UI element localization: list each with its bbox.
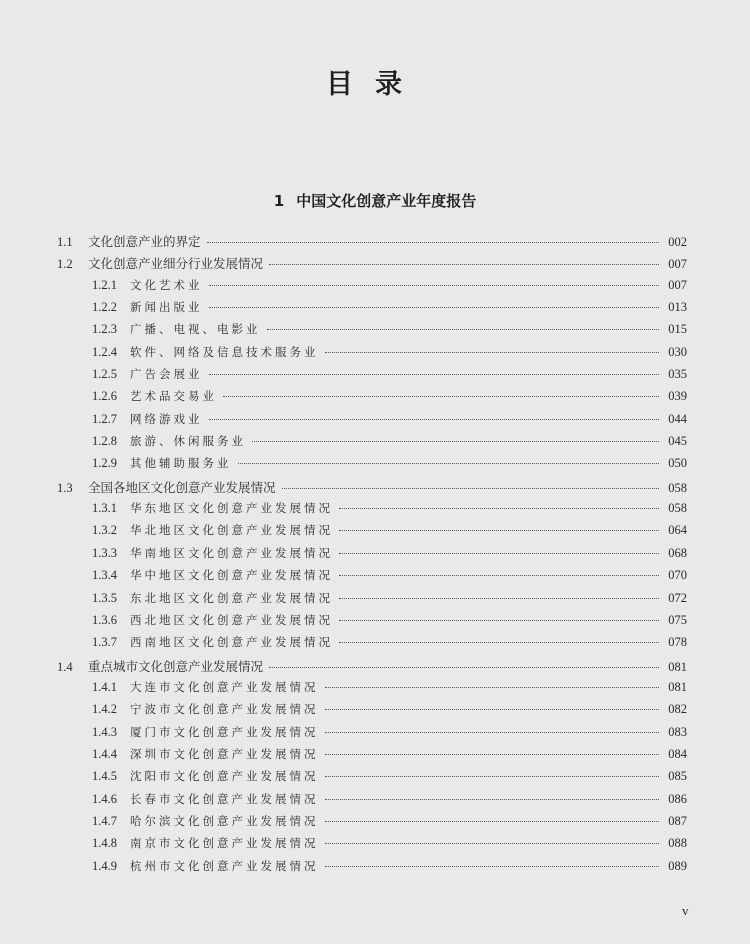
entry-number: 1.3.2 bbox=[92, 523, 117, 538]
dot-leader bbox=[252, 441, 659, 442]
entry-title: 文化创意产业细分行业发展情况 bbox=[88, 256, 264, 272]
entry-number: 1.2.7 bbox=[92, 411, 117, 426]
entry-number: 1.3.4 bbox=[92, 568, 117, 583]
toc-entry[interactable] bbox=[57, 433, 687, 455]
dot-leader bbox=[209, 419, 660, 420]
entry-page: 045 bbox=[668, 434, 687, 449]
dot-leader bbox=[209, 374, 660, 375]
dot-leader bbox=[267, 329, 660, 330]
entry-title: 新闻出版业 bbox=[130, 300, 203, 315]
entry-title: 其他辅助服务业 bbox=[130, 456, 232, 471]
entry-page: 072 bbox=[668, 590, 687, 605]
dot-leader bbox=[325, 709, 660, 710]
entry-number: 1.2.5 bbox=[92, 367, 117, 382]
dot-leader bbox=[325, 821, 660, 822]
dot-leader bbox=[282, 488, 659, 489]
entry-number: 1.1 bbox=[57, 235, 73, 249]
entry-title: 全国各地区文化创意产业发展情况 bbox=[88, 479, 276, 495]
toc-entry[interactable] bbox=[57, 545, 687, 567]
toc-entry[interactable] bbox=[57, 835, 687, 857]
entry-number: 1.4.3 bbox=[92, 724, 117, 739]
entry-title: 旅游、休闲服务业 bbox=[130, 434, 246, 449]
entry-page: 058 bbox=[668, 501, 687, 516]
entry-page: 002 bbox=[668, 235, 687, 249]
entry-number: 1.4.1 bbox=[92, 679, 117, 694]
entry-number: 1.3.7 bbox=[92, 635, 117, 650]
entry-number: 1.3.5 bbox=[92, 590, 117, 605]
entry-title: 广播、电视、电影业 bbox=[130, 322, 261, 337]
entry-page: 085 bbox=[668, 769, 687, 784]
dot-leader bbox=[339, 575, 659, 576]
dot-leader bbox=[325, 799, 660, 800]
dot-leader bbox=[269, 667, 659, 668]
toc-entry[interactable] bbox=[57, 634, 687, 656]
entry-number: 1.2 bbox=[57, 257, 73, 272]
entry-title: 广告会展业 bbox=[130, 367, 203, 382]
entry-page: 089 bbox=[668, 858, 687, 873]
entry-number: 1.4.9 bbox=[92, 858, 117, 873]
toc-entry[interactable] bbox=[57, 277, 687, 299]
toc-entry[interactable] bbox=[57, 590, 687, 612]
entry-number: 1.2.2 bbox=[92, 300, 117, 315]
toc-entry[interactable] bbox=[57, 679, 687, 701]
entry-page: 030 bbox=[668, 344, 687, 359]
entry-title: 软件、网络及信息技术服务业 bbox=[130, 344, 319, 359]
entry-page: 015 bbox=[668, 322, 687, 337]
dot-leader bbox=[325, 843, 660, 844]
entry-title: 文化艺术业 bbox=[130, 277, 203, 292]
entry-title: 华东地区文化创意产业发展情况 bbox=[130, 501, 333, 516]
toc-entry[interactable] bbox=[57, 366, 687, 388]
entry-number: 1.3 bbox=[57, 480, 73, 495]
dot-leader bbox=[339, 508, 659, 509]
toc-entry[interactable] bbox=[57, 657, 687, 679]
toc-entry[interactable] bbox=[57, 746, 687, 768]
entry-title: 艺术品交易业 bbox=[130, 389, 217, 404]
dot-leader bbox=[223, 396, 659, 397]
entry-number: 1.2.9 bbox=[92, 456, 117, 471]
entry-number: 1.2.8 bbox=[92, 434, 117, 449]
entry-number: 1.4.4 bbox=[92, 746, 117, 761]
entry-title: 大连市文化创意产业发展情况 bbox=[130, 679, 319, 694]
dot-leader bbox=[339, 530, 659, 531]
toc-entry[interactable] bbox=[57, 478, 687, 500]
toc-entry[interactable] bbox=[57, 768, 687, 790]
entry-page: 070 bbox=[668, 568, 687, 583]
toc-entry[interactable] bbox=[57, 522, 687, 544]
toc-entry[interactable] bbox=[57, 388, 687, 410]
entry-title: 厦门市文化创意产业发展情况 bbox=[130, 724, 319, 739]
entry-page: 007 bbox=[668, 257, 687, 272]
entry-page: 086 bbox=[668, 791, 687, 806]
entry-title: 华南地区文化创意产业发展情况 bbox=[130, 545, 333, 560]
chapter-number: 1 bbox=[273, 192, 285, 210]
entry-title: 东北地区文化创意产业发展情况 bbox=[130, 590, 333, 605]
toc-entry[interactable] bbox=[57, 254, 687, 276]
toc-entry[interactable] bbox=[57, 567, 687, 589]
entry-page: 075 bbox=[668, 612, 687, 627]
entry-title: 西北地区文化创意产业发展情况 bbox=[130, 612, 333, 627]
entry-number: 1.4.6 bbox=[92, 791, 117, 806]
dot-leader bbox=[238, 463, 660, 464]
toc-entry[interactable] bbox=[57, 791, 687, 813]
entry-title: 网络游戏业 bbox=[130, 411, 203, 426]
dot-leader bbox=[325, 866, 660, 867]
toc-entry[interactable] bbox=[57, 612, 687, 634]
entry-number: 1.2.1 bbox=[92, 277, 117, 292]
toc-entry[interactable] bbox=[57, 455, 687, 477]
dot-leader bbox=[339, 553, 659, 554]
dot-leader bbox=[325, 754, 660, 755]
dot-leader bbox=[325, 732, 660, 733]
entry-title: 南京市文化创意产业发展情况 bbox=[130, 836, 319, 851]
chapter-title: 中国文化创意产业年度报告 bbox=[296, 192, 477, 210]
toc-entry[interactable] bbox=[57, 500, 687, 522]
toc-entry[interactable] bbox=[57, 411, 687, 433]
entry-number: 1.3.6 bbox=[92, 612, 117, 627]
entry-title: 华北地区文化创意产业发展情况 bbox=[130, 523, 333, 538]
toc-entry[interactable] bbox=[57, 858, 687, 880]
entry-title: 杭州市文化创意产业发展情况 bbox=[130, 858, 319, 873]
entry-title: 长春市文化创意产业发展情况 bbox=[130, 791, 319, 806]
entry-title: 西南地区文化创意产业发展情况 bbox=[130, 635, 333, 650]
entry-number: 1.2.3 bbox=[92, 322, 117, 337]
entry-number: 1.4 bbox=[57, 659, 73, 674]
entry-page: 088 bbox=[668, 836, 687, 851]
dot-leader bbox=[339, 598, 659, 599]
entry-number: 1.2.6 bbox=[92, 389, 117, 404]
chapter-heading bbox=[0, 190, 750, 211]
entry-title: 沈阳市文化创意产业发展情况 bbox=[130, 769, 319, 784]
entry-title: 深圳市文化创意产业发展情况 bbox=[130, 746, 319, 761]
dot-leader bbox=[325, 776, 660, 777]
dot-leader bbox=[209, 285, 660, 286]
entry-page: 081 bbox=[668, 659, 687, 674]
entry-page: 064 bbox=[668, 523, 687, 538]
entry-page: 087 bbox=[668, 813, 687, 828]
dot-leader bbox=[207, 242, 659, 243]
entry-number: 1.4.5 bbox=[92, 769, 117, 784]
toc-entry[interactable] bbox=[57, 344, 687, 366]
entry-title: 文化创意产业的界定 bbox=[88, 234, 201, 249]
dot-leader bbox=[339, 620, 659, 621]
dot-leader bbox=[325, 352, 660, 353]
entry-page: 078 bbox=[668, 635, 687, 650]
entry-page: 058 bbox=[668, 480, 687, 495]
entry-number: 1.4.2 bbox=[92, 702, 117, 717]
dot-leader bbox=[339, 642, 659, 643]
toc-entry[interactable] bbox=[57, 701, 687, 723]
page-number: v bbox=[682, 903, 689, 918]
entry-page: 007 bbox=[668, 277, 687, 292]
entry-number: 1.3.1 bbox=[92, 501, 117, 516]
entry-number: 1.4.7 bbox=[92, 813, 117, 828]
entry-title: 哈尔滨文化创意产业发展情况 bbox=[130, 813, 319, 828]
toc-entry[interactable] bbox=[57, 232, 687, 254]
entry-title: 重点城市文化创意产业发展情况 bbox=[88, 658, 264, 674]
entry-page: 044 bbox=[668, 411, 687, 426]
page-title: 目录 bbox=[326, 69, 424, 100]
toc-entry[interactable] bbox=[57, 299, 687, 321]
dot-leader bbox=[269, 264, 659, 265]
entry-number: 1.2.4 bbox=[92, 344, 117, 359]
dot-leader bbox=[209, 307, 660, 308]
entry-title: 宁波市文化创意产业发展情况 bbox=[130, 702, 319, 717]
entry-page: 083 bbox=[668, 724, 687, 739]
entry-page: 039 bbox=[668, 389, 687, 404]
toc-list bbox=[57, 232, 687, 880]
toc-entry[interactable] bbox=[57, 724, 687, 746]
entry-number: 1.4.8 bbox=[92, 836, 117, 851]
toc-entry[interactable] bbox=[57, 813, 687, 835]
entry-page: 050 bbox=[668, 456, 687, 471]
entry-page: 068 bbox=[668, 545, 687, 560]
entry-page: 081 bbox=[668, 679, 687, 694]
entry-page: 035 bbox=[668, 367, 687, 382]
dot-leader bbox=[325, 687, 660, 688]
entry-page: 084 bbox=[668, 746, 687, 761]
entry-number: 1.3.3 bbox=[92, 545, 117, 560]
entry-page: 082 bbox=[668, 702, 687, 717]
toc-entry[interactable] bbox=[57, 321, 687, 343]
entry-title: 华中地区文化创意产业发展情况 bbox=[130, 568, 333, 583]
entry-page: 013 bbox=[668, 300, 687, 315]
